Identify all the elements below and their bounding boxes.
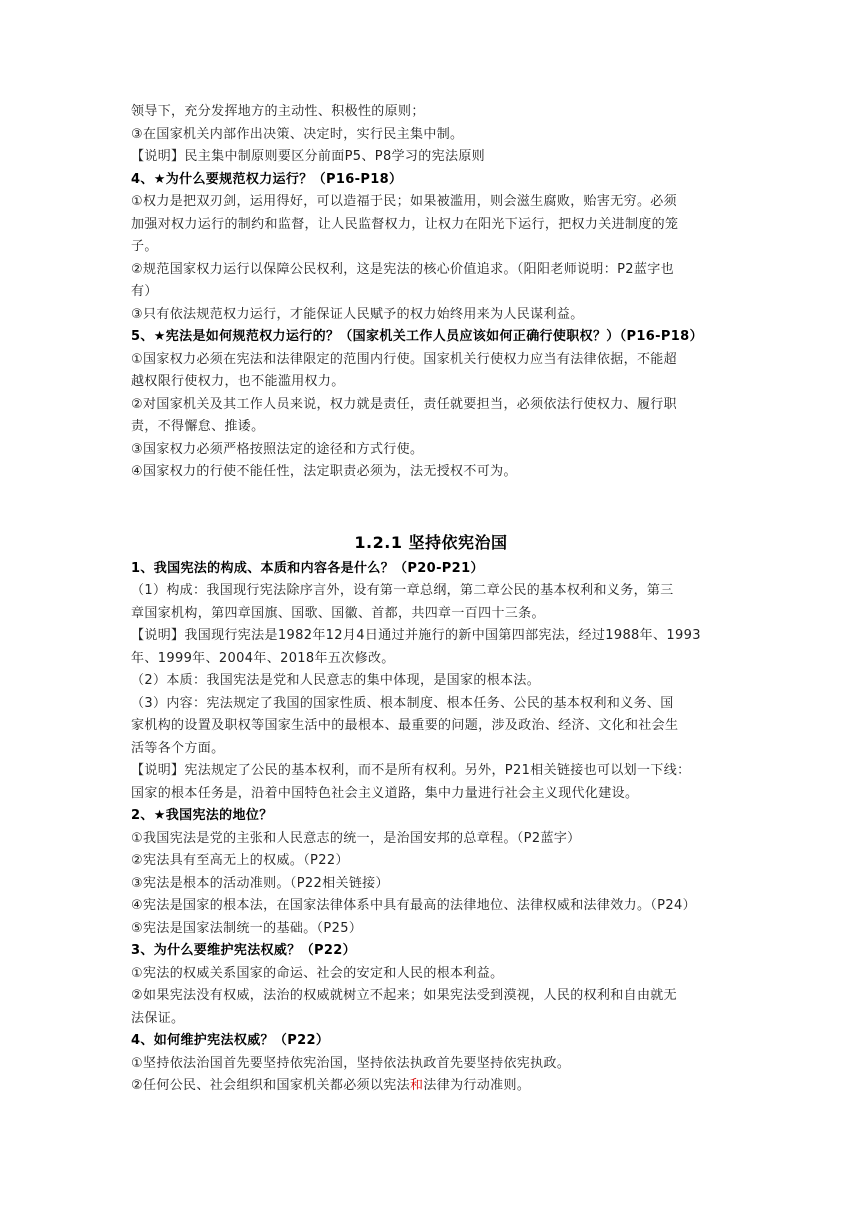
highlighted-word: 和	[410, 1078, 424, 1093]
section-gap	[131, 484, 731, 522]
text-line: 有）	[131, 284, 158, 299]
text-line: 越权限行使权力，也不能滥用权力。	[131, 374, 345, 389]
text-line: 章国家机构，第四章国旗、国歌、国徽、首都，共四章一百四十三条。	[131, 605, 545, 621]
text-line: ①权力是把双刃剑，运用得好，可以造福于民；如果被滥用，则会滋生腐败，贻害无穷。必须	[131, 194, 678, 209]
text-line-with-highlight	[131, 1075, 731, 1098]
note-line: 【说明】民主集中制原则要区分前面P5、P8学习的宪法原则	[131, 149, 486, 164]
text-line: 责，不得懈怠、推诿。	[131, 419, 265, 434]
text-line: ②规范国家权力运行以保障公民权利，这是宪法的核心价值追求。（阳阳老师说明：P2蓝字也	[131, 261, 674, 277]
text-line: 子。	[131, 239, 158, 254]
text-line: 领导下，充分发挥地方的主动性、积极性的原则；	[131, 104, 425, 119]
text-line: ①宪法的权威关系国家的命运、社会的安定和人民的根本利益。	[131, 965, 504, 981]
text-line: ⑤宪法是国家法制统一的基础。（P25）	[131, 920, 363, 936]
note-line: 【说明】宪法规定了公民的基本权利，而不是所有权利。另外，P21相关链接也可以划一下线：	[131, 763, 691, 778]
text-line: ③只有依法规范权力运行，才能保证人民赋予的权力始终用来为人民谋利益。	[131, 306, 584, 322]
question-heading: 5、★宪法是如何规范权力运行的？（国家机关工作人员应该如何正确行使职权？）（P16-P18）	[131, 329, 703, 344]
text-line: ①我国宪法是党的主张和人民意志的统一，是治国安邦的总章程。（P2蓝字）	[131, 830, 581, 846]
text-line: ④宪法是国家的根本法，在国家法律体系中具有最高的法律地位、法律权威和法律效力。（P24）	[131, 898, 696, 913]
text-line: ④国家权力的行使不能任性，法定职责必须为，法无授权不可为。	[131, 464, 517, 479]
text-line: 家机构的设置及职权等国家生活中的最根本、最重要的问题，涉及政治、经济、文化和社会生	[131, 718, 679, 733]
document-content	[131, 101, 731, 1098]
question-heading: 4、如何维护宪法权威？（P22）	[131, 1033, 330, 1048]
text-line: （1）构成：我国现行宪法除序言外，设有第一章总纲，第二章公民的基本权利和义务，第三	[131, 583, 674, 598]
section-title: 1.2.1 坚持依宪治国	[354, 532, 508, 552]
text-line: （2）本质：我国宪法是党和人民意志的集中体现，是国家的根本法。	[131, 673, 541, 688]
text-line: 活等各个方面。	[131, 740, 225, 756]
note-line: 【说明】我国现行宪法是1982年12月4日通过并施行的新中国第四部宪法，经过1988年、1993	[131, 628, 701, 643]
text-line: ③国家权力必须严格按照法定的途径和方式行使。	[131, 441, 424, 457]
text-segment: ②任何公民、社会组织和国家机关都必须以宪法	[131, 1078, 411, 1093]
text-line: ②如果宪法没有权威，法治的权威就树立不起来；如果宪法受到漠视，人民的权利和自由就无	[131, 988, 678, 1003]
text-line: （3）内容：宪法规定了我国的国家性质、根本制度、根本任务、公民的基本权利和义务、国	[131, 695, 674, 711]
text-line: ③在国家机关内部作出决策、决定时，实行民主集中制。	[131, 126, 464, 142]
note-line: 国家的根本任务是，沿着中国特色社会主义道路，集中力量进行社会主义现代化建设。	[131, 785, 639, 801]
text-segment: 法律为行动准则。	[423, 1078, 531, 1093]
text-line: 加强对权力运行的制约和监督，让人民监督权力，让权力在阳光下运行，把权力关进制度的笼	[131, 216, 679, 232]
text-line: ①坚持依法治国首先要坚持依宪治国，坚持依法执政首先要坚持依宪执政。	[131, 1055, 571, 1071]
text-line: ③宪法是根本的活动准则。（P22相关链接）	[131, 875, 389, 891]
question-heading: 2、★我国宪法的地位？	[131, 808, 273, 823]
text-line: ①国家权力必须在宪法和法律限定的范围内行使。国家机关行使权力应当有法律依据，不能超	[131, 351, 678, 367]
note-line: 年、1999年、2004年、2018年五次修改。	[131, 650, 395, 666]
text-line: ②宪法具有至高无上的权威。（P22）	[131, 853, 349, 868]
question-heading: 4、★为什么要规范权力运行？（P16-P18）	[131, 171, 403, 187]
text-line: ②对国家机关及其工作人员来说，权力就是责任，责任就要担当，必须依法行使权力、履行职	[131, 396, 678, 412]
question-heading: 3、为什么要维护宪法权威？（P22）	[131, 943, 356, 958]
text-line: 法保证。	[131, 1010, 185, 1026]
question-heading: 1、我国宪法的构成、本质和内容各是什么？（P20-P21）	[131, 560, 484, 576]
